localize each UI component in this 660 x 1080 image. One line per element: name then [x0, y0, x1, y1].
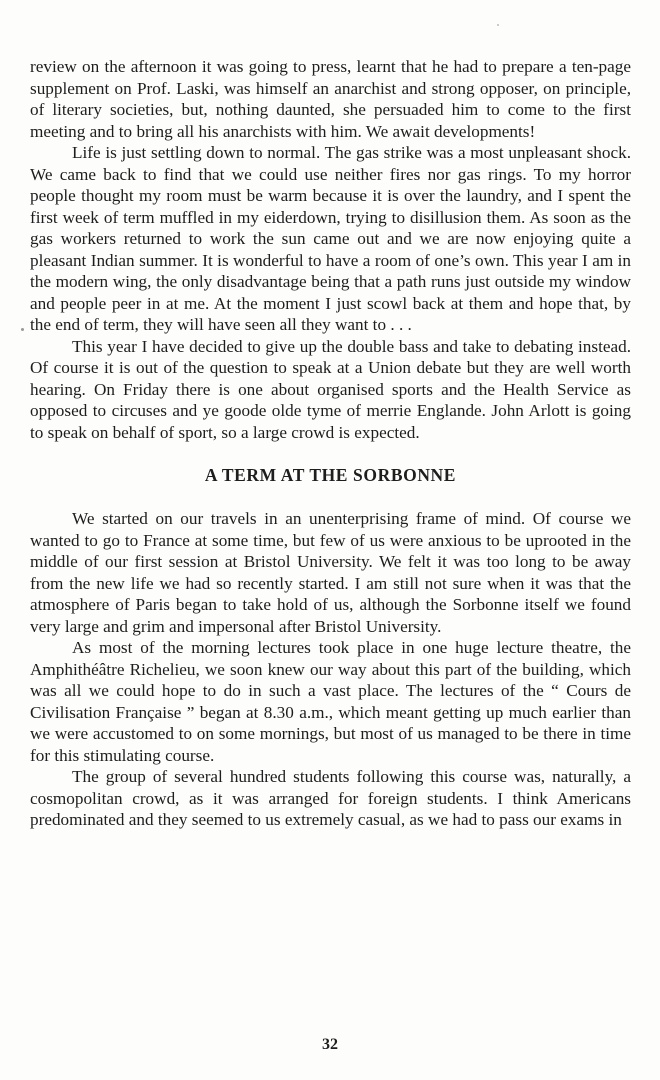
paragraph-life-settling: Life is just settling down to normal. The gas strike was a most unpleasant shock. We came back to find that we could use neither fires nor gas rings. To my horror people thought my room must be warm because it is over the laundry, and I spent the first week of term muffled in my eiderdown, trying to disillusion them. As soon as the gas workers returned to work the sun came out and we are now enjoying quite a pleasant Indian summer. It is wonderful to have a room of one’s own. This year I am in the modern wing, the only disadvantage being that a path runs just outside my window and people peer in at me. At the moment I just scowl back at them and hope that, by the end of term, they will have seen all they want to . . .	[30, 143, 631, 334]
paragraph-travels: We started on our travels in an unenterprising frame of mind. Of course we wanted to go to France at some time, but few of us were anxious to be uprooted in the middle of our first session at Bristol University. We felt it was too long to be away from the new life we had so recently started. I am still not sure when it was that the atmosphere of Paris began to take hold of us, although the Sorbonne itself we found very large and grim and impersonal after Bristol University.	[30, 509, 631, 636]
section-heading: A TERM AT THE SORBONNE	[204, 465, 457, 485]
paragraph-debating: This year I have decided to give up the double bass and take to debating instead. Of course it is out of the question to speak at a Union debate but they are well worth hearing. On Friday there is one about organised sports and the Health Service as opposed to circuses and ye goode olde tyme of merrie Englande. John Arlott is going to speak on behalf of sport, so a large crowd is expected.	[30, 336, 631, 442]
paper-speck	[497, 24, 499, 26]
paragraph-students: The group of several hundred students following this course was, naturally, a cosmopolitan crowd, as it was arranged for foreign students. I think Americans predominated and they seemed to us extremely casual, as we had to pass our exams in	[30, 767, 631, 829]
paper-speck	[21, 328, 24, 331]
page-number: 32	[322, 1036, 338, 1053]
paragraph-lectures: As most of the morning lectures took place in one huge lecture theatre, the Amphithéâtre Richelieu, we soon knew our way about this part of the building, which was all we could hope to do in such a vast place. The lectures of the “ Cours de Civilisation Française ” began at 8.30 a.m., which meant getting up much earlier than we were accustomed to on some mornings, but most of us managed to be there in time for this stimulating course.	[30, 638, 631, 765]
page-body	[30, 56, 631, 831]
paragraph-continued: review on the afternoon it was going to press, learnt that he had to prepare a ten-page supplement on Prof. Laski, was himself an anarchist and strong opposer, on principle, of literary societies, but, nothing daunted, she persuaded him to come to the first meeting and to bring all his anarchists with him. We await developments!	[30, 57, 631, 141]
